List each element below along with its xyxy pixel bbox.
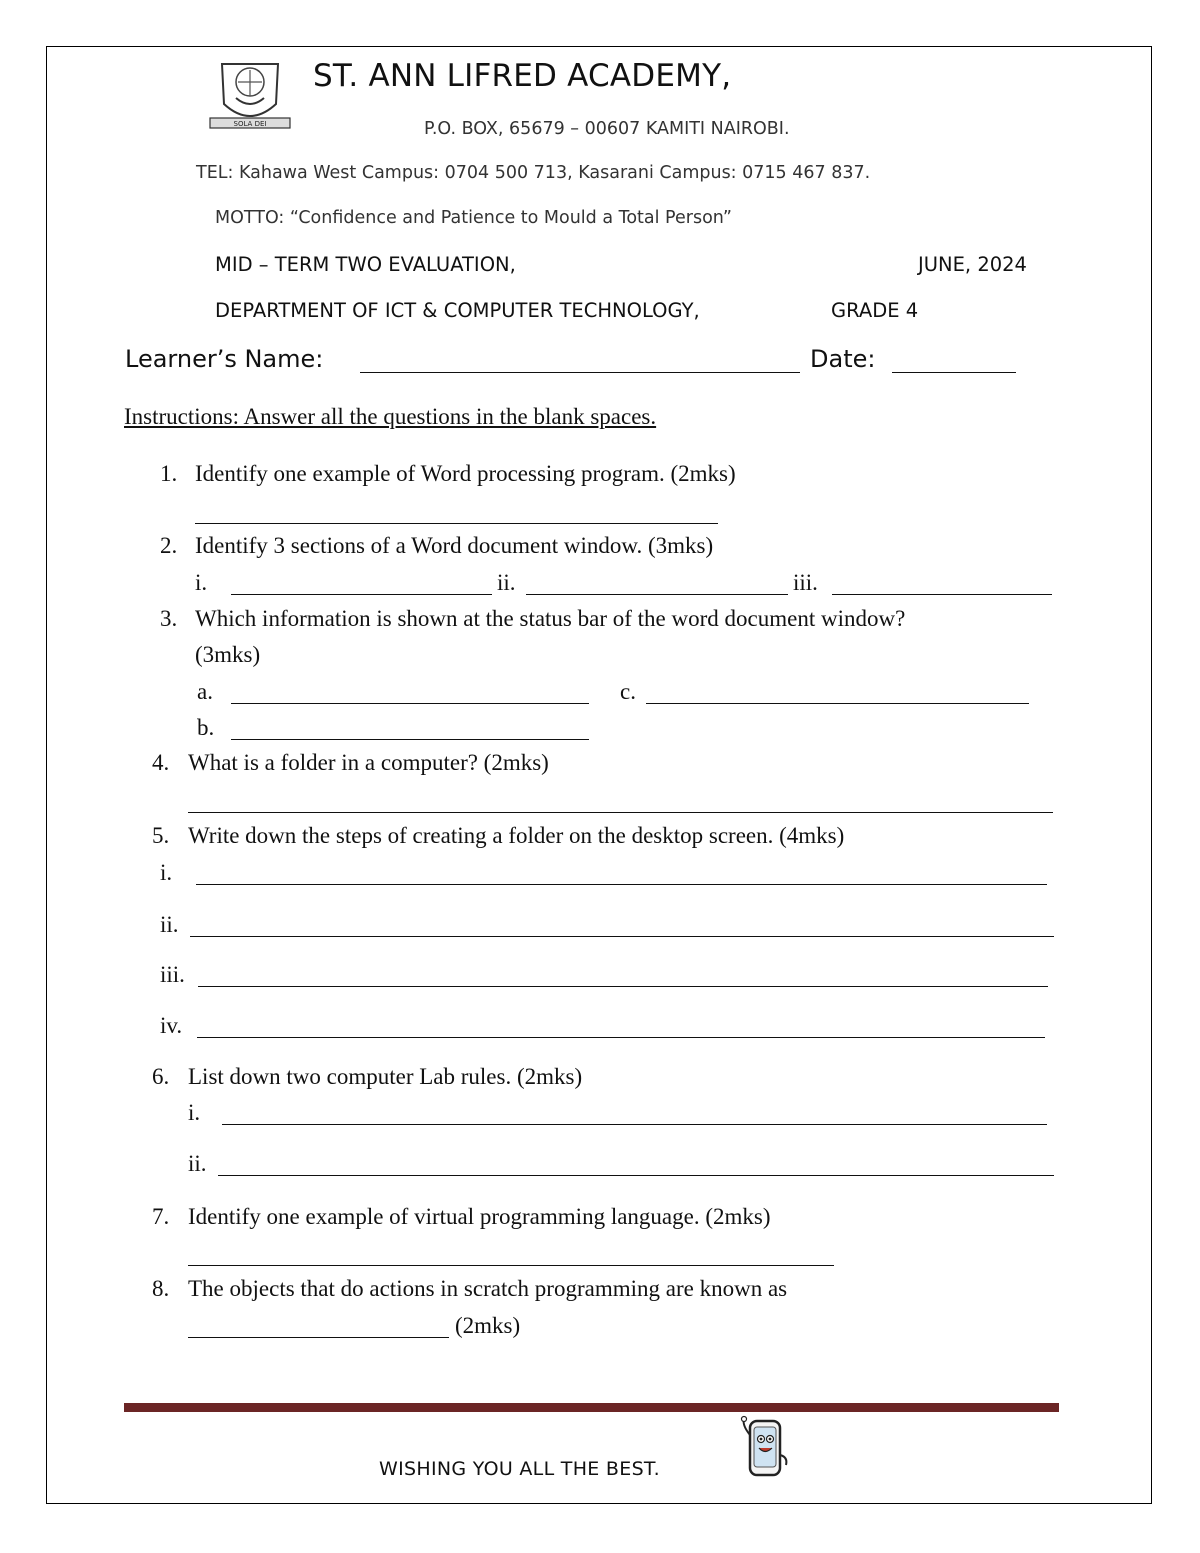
question-2-number: 2. — [160, 533, 178, 558]
learner-name-field[interactable] — [360, 372, 800, 373]
answer-line-q2-i[interactable] — [231, 594, 492, 595]
school-crest-logo — [208, 56, 292, 134]
school-motto: MOTTO: “Confidence and Patience to Mould a Total Person” — [215, 208, 732, 228]
q6-label-ii: ii. — [188, 1151, 207, 1176]
learner-name-label: Learner’s Name: — [125, 345, 324, 373]
question-6-text: List down two computer Lab rules. (2mks) — [188, 1064, 583, 1089]
answer-line-q4[interactable] — [188, 812, 1053, 813]
answer-line-q6-ii[interactable] — [218, 1175, 1054, 1176]
q5-label-iii: iii. — [160, 962, 185, 987]
q5-label-ii: ii. — [160, 912, 179, 937]
answer-line-q7[interactable] — [188, 1265, 834, 1266]
q2-label-i: i. — [195, 570, 208, 595]
q3-label-c: c. — [620, 679, 636, 704]
q5-label-i: i. — [160, 860, 173, 885]
footer-divider-bar — [124, 1403, 1059, 1412]
question-1-text: Identify one example of Word processing program. (2mks) — [195, 461, 736, 486]
school-address: P.O. BOX, 65679 – 00607 KAMITI NAIROBI. — [424, 119, 790, 139]
answer-line-q8[interactable] — [188, 1337, 449, 1338]
answer-line-q5-ii[interactable] — [190, 936, 1054, 937]
question-4-number: 4. — [152, 750, 170, 775]
question-1-number: 1. — [160, 461, 178, 486]
answer-line-q6-i[interactable] — [222, 1124, 1047, 1125]
q5-label-iv: iv. — [160, 1013, 183, 1038]
date-label: Date: — [810, 345, 876, 373]
question-8-number: 8. — [152, 1276, 170, 1301]
question-7-text: Identify one example of virtual programming language. (2mks) — [188, 1204, 771, 1229]
q3-label-a: a. — [197, 679, 213, 704]
answer-line-q3-c[interactable] — [646, 703, 1029, 704]
question-2-text: Identify 3 sections of a Word document window. (3mks) — [195, 533, 714, 558]
question-4-text: What is a folder in a computer? (2mks) — [188, 750, 549, 775]
answer-line-q1[interactable] — [195, 523, 718, 524]
question-3-number: 3. — [160, 606, 178, 631]
smartphone-mascot-icon — [738, 1415, 790, 1479]
question-5-text: Write down the steps of creating a folder on the desktop screen. (4mks) — [188, 823, 845, 848]
answer-line-q5-i[interactable] — [196, 884, 1047, 885]
footer-message: WISHING YOU ALL THE BEST. — [379, 1458, 660, 1480]
department: DEPARTMENT OF ICT & COMPUTER TECHNOLOGY, — [215, 299, 700, 322]
q6-label-i: i. — [188, 1100, 201, 1125]
question-8-marks: (2mks) — [455, 1313, 521, 1338]
answer-line-q3-b[interactable] — [231, 739, 589, 740]
answer-line-q5-iv[interactable] — [197, 1037, 1045, 1038]
svg-text:SOLA DEI: SOLA DEI — [233, 120, 267, 128]
question-6-number: 6. — [152, 1064, 170, 1089]
answer-line-q2-ii[interactable] — [526, 594, 788, 595]
exam-date: JUNE, 2024 — [918, 253, 1027, 276]
question-3-text: Which information is shown at the status bar of the word document window? — [195, 606, 906, 631]
instructions: Instructions: Answer all the questions in the blank spaces. — [124, 404, 657, 429]
school-name: ST. ANN LIFRED ACADEMY, — [313, 58, 732, 94]
exam-title: MID – TERM TWO EVALUATION, — [215, 253, 516, 276]
answer-line-q5-iii[interactable] — [198, 986, 1048, 987]
answer-line-q3-a[interactable] — [231, 703, 589, 704]
question-3-marks: (3mks) — [195, 642, 261, 667]
date-field[interactable] — [892, 372, 1016, 373]
question-5-number: 5. — [152, 823, 170, 848]
q2-label-iii: iii. — [793, 570, 818, 595]
grade: GRADE 4 — [831, 299, 919, 322]
question-7-number: 7. — [152, 1204, 170, 1229]
q2-label-ii: ii. — [497, 570, 516, 595]
question-8-text: The objects that do actions in scratch programming are known as — [188, 1276, 788, 1301]
q3-label-b: b. — [197, 715, 215, 740]
answer-line-q2-iii[interactable] — [832, 594, 1052, 595]
school-telephone: TEL: Kahawa West Campus: 0704 500 713, Kasarani Campus: 0715 467 837. — [196, 163, 871, 183]
